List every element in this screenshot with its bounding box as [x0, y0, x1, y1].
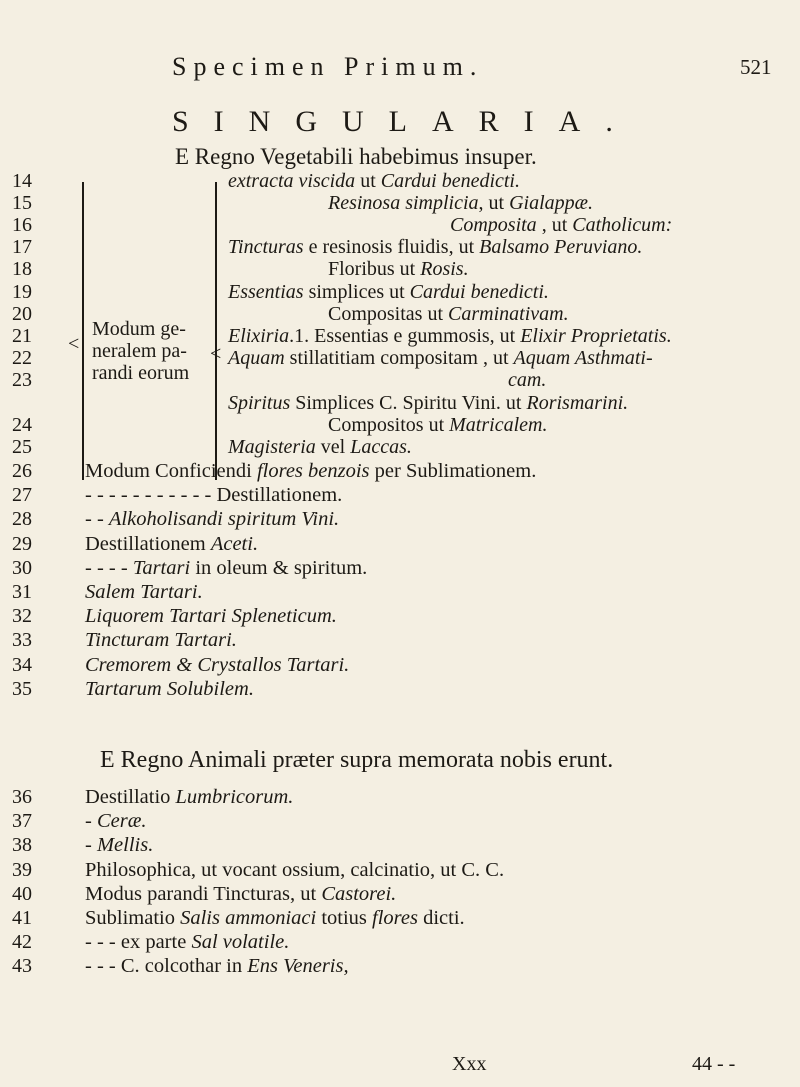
text-line	[85, 533, 258, 556]
text-run: Aquam	[228, 347, 285, 369]
text-run: Rorismarini.	[526, 392, 629, 414]
braced-item	[328, 303, 569, 326]
text-run: Cardui benedicti.	[380, 170, 520, 192]
text-run: - - - - - - - - - - - Destillationem.	[85, 484, 343, 507]
text-run: , ut	[536, 214, 573, 236]
line-number: 36	[12, 786, 32, 808]
left-brace-line	[82, 182, 84, 480]
line-number: 28	[12, 508, 32, 531]
text-run: Catholicum:	[572, 214, 673, 236]
text-line	[85, 629, 237, 652]
text-run: Simplices C. Spiritu Vini. ut	[290, 392, 527, 414]
text-run: -	[85, 834, 97, 857]
text-run: Tincturas	[228, 236, 304, 258]
text-run: Ens Veneris,	[247, 955, 349, 978]
page-number: 521	[740, 55, 772, 79]
line-number: 34	[12, 653, 32, 676]
braced-item	[228, 170, 520, 193]
text-line	[85, 557, 367, 580]
text-line	[85, 654, 349, 677]
intro-line: E Regno Vegetabili habebimus insuper.	[175, 144, 537, 169]
text-run: Matricalem.	[449, 414, 548, 436]
line-number: 26	[12, 460, 32, 482]
left-brace-point: <	[68, 333, 80, 355]
line-number: 30	[12, 556, 32, 579]
line-number: 22	[12, 347, 32, 369]
section-heading-animal: E Regno Animali præter supra memorata nobis erunt.	[100, 747, 614, 773]
text-run: extracta viscida	[228, 170, 356, 192]
braced-item	[228, 325, 672, 348]
text-run: - -	[85, 508, 109, 531]
text-line	[85, 931, 289, 954]
text-run: Mellis.	[96, 834, 154, 857]
braced-item	[228, 347, 653, 370]
text-run: Alkoholisandi spiritum Vini.	[108, 508, 340, 531]
text-run: cam.	[508, 369, 547, 391]
text-line	[85, 955, 349, 978]
text-run: per Sublimationem.	[369, 460, 537, 482]
text-run: Compositas ut	[328, 303, 449, 325]
braced-item	[328, 192, 593, 215]
text-run: Elixir Proprietatis.	[520, 325, 672, 347]
text-run: e resinosis fluidis, ut	[303, 236, 480, 258]
text-run: dicti.	[417, 907, 465, 929]
text-line	[85, 883, 396, 906]
line-number: 23	[12, 369, 32, 391]
text-line	[85, 678, 254, 701]
text-line	[85, 460, 536, 483]
text-run: Tartari	[132, 556, 191, 579]
text-run: Cremorem & Crystallos Tartari.	[85, 653, 350, 676]
text-line	[85, 859, 504, 882]
braced-label-line: randi eorum	[92, 362, 190, 384]
text-line	[85, 508, 339, 531]
text-run: Resinosa simplicia	[328, 192, 479, 214]
line-number: 33	[12, 629, 32, 652]
line-number: 19	[12, 281, 32, 303]
line-number: 43	[12, 955, 32, 978]
text-run: Cardui benedicti.	[409, 281, 549, 303]
braced-item	[328, 258, 469, 281]
braced-label-line: neralem pa-	[92, 340, 187, 362]
text-run: Compositos ut	[328, 414, 450, 436]
text-run: Sublimatio	[85, 907, 181, 929]
line-number: 37	[12, 810, 32, 833]
text-run: Tincturam Tartari.	[85, 629, 237, 652]
line-number: 17	[12, 236, 32, 258]
text-run: Laccas.	[350, 436, 412, 458]
signature-mark: Xxx	[452, 1053, 487, 1075]
line-number: 35	[12, 677, 32, 700]
line-number: 42	[12, 931, 32, 954]
text-run: Aceti.	[210, 532, 259, 555]
text-run: simplices ut	[303, 281, 410, 303]
text-run: Elixiria	[228, 325, 290, 347]
text-run: - - - -	[85, 556, 133, 579]
text-line	[85, 834, 153, 857]
line-number: 21	[12, 325, 32, 347]
braced-item	[228, 236, 642, 259]
text-run: - - - C. colcothar in	[85, 955, 248, 978]
running-head: Specimen Primum.	[172, 52, 484, 81]
text-run: Sal volatile.	[191, 931, 290, 954]
text-run: Lumbricorum.	[175, 786, 294, 808]
text-run: Modum Conficiendi	[85, 460, 257, 482]
text-run: Rosis.	[420, 258, 469, 280]
braced-item	[228, 281, 549, 304]
section-title: SINGULARIA.	[172, 105, 638, 138]
text-line	[85, 810, 147, 833]
text-run: flores benzois	[256, 460, 370, 482]
text-run: .1. Essentias e gummosis, ut	[289, 325, 521, 347]
text-run: Spiritus	[228, 392, 291, 414]
text-run: Floribus ut	[328, 258, 421, 280]
text-run: Philosophica, ut vocant ossium, calcinatio, ut C. C.	[85, 858, 505, 881]
text-run: Composita	[450, 214, 537, 236]
text-run: Tartarum Solubilem.	[85, 677, 254, 700]
braced-item	[450, 214, 672, 237]
text-run: Essentias	[228, 281, 304, 303]
line-number: 31	[12, 581, 32, 603]
text-run: - - - ex parte	[85, 931, 192, 954]
text-run: Balsamo Peruviano.	[479, 236, 643, 258]
braced-label-line: Modum ge-	[92, 318, 186, 340]
text-line	[85, 605, 337, 628]
right-brace-line	[215, 182, 217, 480]
line-number: 25	[12, 436, 32, 458]
text-run: Salem Tartari.	[85, 581, 203, 603]
line-number: 16	[12, 214, 32, 236]
line-number: 32	[12, 605, 32, 628]
line-number: 38	[12, 834, 32, 857]
text-run: Carminativam.	[448, 303, 569, 325]
line-number: 40	[12, 882, 32, 905]
text-run: Destillatio	[85, 786, 176, 808]
text-run: Aquam Asthmati-	[513, 347, 653, 369]
text-line	[85, 786, 293, 809]
line-number: 14	[12, 170, 32, 192]
text-line	[85, 581, 203, 604]
text-run: in oleum & spiritum.	[190, 556, 368, 579]
text-run: totius	[316, 907, 373, 929]
line-number: 41	[12, 907, 32, 929]
line-number: 20	[12, 303, 32, 325]
text-run: ut	[355, 170, 381, 192]
catchword: 44 - -	[692, 1053, 736, 1075]
line-number: 39	[12, 858, 32, 881]
text-run: Salis ammoniaci	[180, 907, 317, 929]
text-run: Liquorem Tartari Spleneticum.	[85, 605, 337, 628]
text-run: Modus parandi Tincturas, ut	[85, 882, 322, 905]
text-run: Magisteria	[228, 436, 316, 458]
right-brace-point: <	[210, 343, 222, 365]
line-number: 27	[12, 484, 32, 507]
line-number: 29	[12, 532, 32, 555]
line-number: 15	[12, 192, 32, 214]
text-run: vel	[315, 436, 351, 458]
line-number: 24	[12, 414, 32, 436]
text-line	[85, 907, 465, 930]
text-line	[85, 484, 342, 507]
braced-item	[328, 414, 547, 437]
text-run: stillatitiam compositam , ut	[284, 347, 514, 369]
braced-item	[228, 392, 628, 415]
text-run: -	[85, 810, 97, 833]
text-run: Castorei.	[321, 882, 397, 905]
line-number: 18	[12, 258, 32, 280]
braced-item	[228, 436, 412, 459]
braced-item	[508, 369, 546, 392]
text-run: flores	[372, 907, 418, 929]
text-run: Ceræ.	[96, 810, 147, 833]
text-run: Destillationem	[85, 532, 211, 555]
text-run: , ut	[478, 192, 510, 214]
text-run: Gialappæ.	[509, 192, 594, 214]
